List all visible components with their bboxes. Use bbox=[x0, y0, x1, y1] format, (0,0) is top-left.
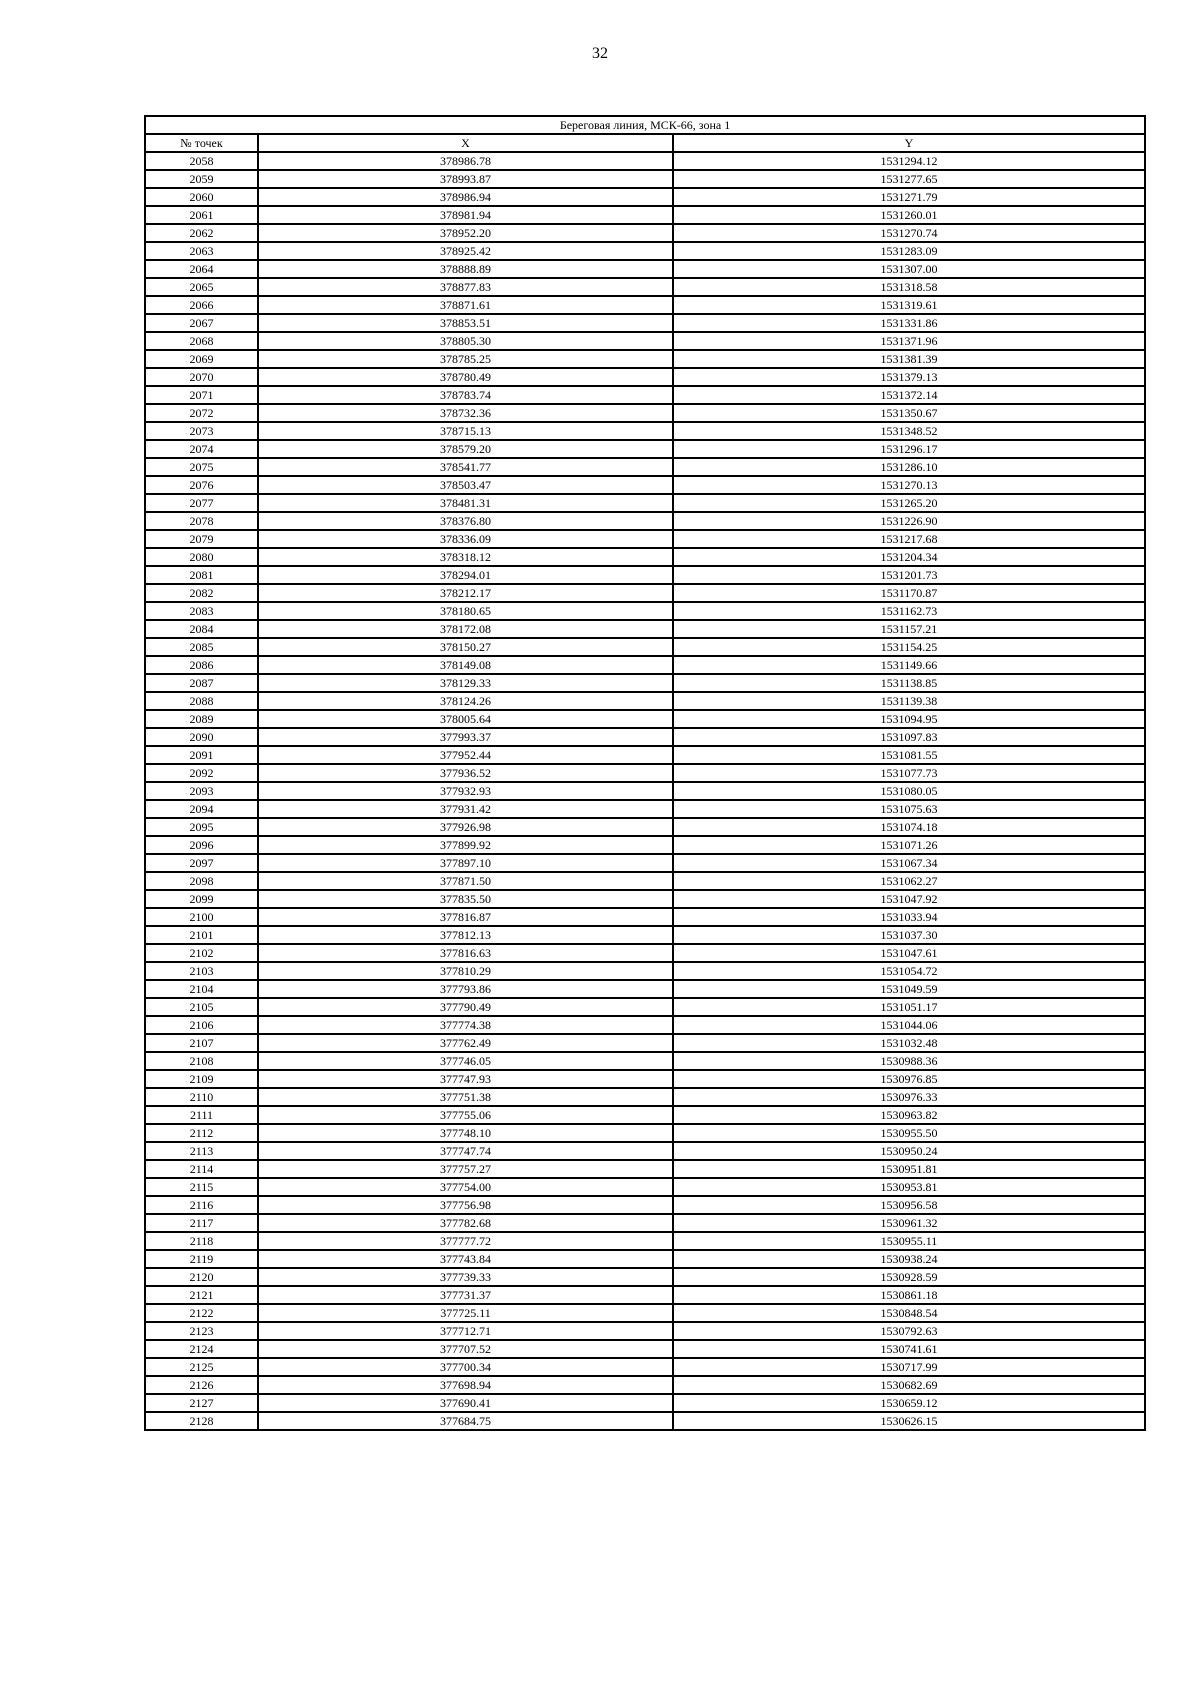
x-coordinate-cell: 378732.36 bbox=[258, 404, 673, 422]
table-row bbox=[145, 1124, 1145, 1142]
point-number-cell: 2108 bbox=[145, 1052, 258, 1070]
x-coordinate-cell: 377762.49 bbox=[258, 1034, 673, 1052]
x-coordinate-cell: 377746.05 bbox=[258, 1052, 673, 1070]
point-number-cell: 2126 bbox=[145, 1376, 258, 1394]
x-coordinate-cell: 377812.13 bbox=[258, 926, 673, 944]
table-row bbox=[145, 1412, 1145, 1430]
table-body bbox=[145, 152, 1145, 1430]
y-coordinate-cell: 1531294.12 bbox=[673, 152, 1145, 170]
x-coordinate-cell: 378212.17 bbox=[258, 584, 673, 602]
table-row bbox=[145, 1394, 1145, 1412]
table-row bbox=[145, 1160, 1145, 1178]
x-coordinate-cell: 378129.33 bbox=[258, 674, 673, 692]
table-row bbox=[145, 674, 1145, 692]
point-number-cell: 2067 bbox=[145, 314, 258, 332]
table-row bbox=[145, 584, 1145, 602]
table-row bbox=[145, 872, 1145, 890]
x-coordinate-cell: 378780.49 bbox=[258, 368, 673, 386]
table-row bbox=[145, 1214, 1145, 1232]
y-coordinate-cell: 1531033.94 bbox=[673, 908, 1145, 926]
x-coordinate-cell: 378336.09 bbox=[258, 530, 673, 548]
point-number-cell: 2099 bbox=[145, 890, 258, 908]
y-coordinate-cell: 1531047.61 bbox=[673, 944, 1145, 962]
x-coordinate-cell: 378805.30 bbox=[258, 332, 673, 350]
x-coordinate-cell: 377810.29 bbox=[258, 962, 673, 980]
y-coordinate-cell: 1531071.26 bbox=[673, 836, 1145, 854]
point-number-cell: 2087 bbox=[145, 674, 258, 692]
point-number-cell: 2097 bbox=[145, 854, 258, 872]
point-number-cell: 2068 bbox=[145, 332, 258, 350]
x-coordinate-cell: 377835.50 bbox=[258, 890, 673, 908]
point-number-cell: 2096 bbox=[145, 836, 258, 854]
table-row bbox=[145, 926, 1145, 944]
table-row bbox=[145, 476, 1145, 494]
y-coordinate-cell: 1531307.00 bbox=[673, 260, 1145, 278]
y-coordinate-cell: 1531162.73 bbox=[673, 602, 1145, 620]
y-coordinate-cell: 1530955.11 bbox=[673, 1232, 1145, 1250]
y-coordinate-cell: 1531217.68 bbox=[673, 530, 1145, 548]
table-row bbox=[145, 980, 1145, 998]
point-number-cell: 2079 bbox=[145, 530, 258, 548]
y-coordinate-cell: 1530938.24 bbox=[673, 1250, 1145, 1268]
x-coordinate-cell: 377756.98 bbox=[258, 1196, 673, 1214]
y-coordinate-cell: 1530956.58 bbox=[673, 1196, 1145, 1214]
y-coordinate-cell: 1530792.63 bbox=[673, 1322, 1145, 1340]
y-coordinate-cell: 1530717.99 bbox=[673, 1358, 1145, 1376]
point-number-cell: 2074 bbox=[145, 440, 258, 458]
x-coordinate-cell: 378925.42 bbox=[258, 242, 673, 260]
x-coordinate-cell: 378503.47 bbox=[258, 476, 673, 494]
x-coordinate-cell: 378149.08 bbox=[258, 656, 673, 674]
table-row bbox=[145, 728, 1145, 746]
table-row bbox=[145, 1322, 1145, 1340]
point-number-cell: 2082 bbox=[145, 584, 258, 602]
table-header-row bbox=[145, 134, 1145, 152]
y-coordinate-cell: 1531037.30 bbox=[673, 926, 1145, 944]
x-coordinate-cell: 378888.89 bbox=[258, 260, 673, 278]
table-row bbox=[145, 908, 1145, 926]
y-coordinate-cell: 1531138.85 bbox=[673, 674, 1145, 692]
table-row bbox=[145, 782, 1145, 800]
point-number-cell: 2080 bbox=[145, 548, 258, 566]
table-row bbox=[145, 944, 1145, 962]
y-coordinate-cell: 1530950.24 bbox=[673, 1142, 1145, 1160]
point-number-cell: 2123 bbox=[145, 1322, 258, 1340]
point-number-cell: 2101 bbox=[145, 926, 258, 944]
x-coordinate-cell: 377932.93 bbox=[258, 782, 673, 800]
table-row bbox=[145, 1358, 1145, 1376]
x-coordinate-cell: 377777.72 bbox=[258, 1232, 673, 1250]
point-number-cell: 2061 bbox=[145, 206, 258, 224]
x-coordinate-cell: 377747.74 bbox=[258, 1142, 673, 1160]
x-coordinate-cell: 377754.00 bbox=[258, 1178, 673, 1196]
point-number-cell: 2064 bbox=[145, 260, 258, 278]
x-coordinate-cell: 377816.63 bbox=[258, 944, 673, 962]
table-row bbox=[145, 1250, 1145, 1268]
x-coordinate-cell: 377743.84 bbox=[258, 1250, 673, 1268]
point-number-cell: 2104 bbox=[145, 980, 258, 998]
table-row bbox=[145, 386, 1145, 404]
table-row bbox=[145, 1268, 1145, 1286]
table-row bbox=[145, 602, 1145, 620]
point-number-cell: 2125 bbox=[145, 1358, 258, 1376]
point-number-cell: 2076 bbox=[145, 476, 258, 494]
y-coordinate-cell: 1531170.87 bbox=[673, 584, 1145, 602]
x-coordinate-cell: 377700.34 bbox=[258, 1358, 673, 1376]
y-coordinate-cell: 1531379.13 bbox=[673, 368, 1145, 386]
table-row bbox=[145, 818, 1145, 836]
column-header-point-number: № точек bbox=[145, 134, 258, 152]
point-number-cell: 2072 bbox=[145, 404, 258, 422]
point-number-cell: 2088 bbox=[145, 692, 258, 710]
table-row bbox=[145, 1286, 1145, 1304]
y-coordinate-cell: 1531319.61 bbox=[673, 296, 1145, 314]
y-coordinate-cell: 1531265.20 bbox=[673, 494, 1145, 512]
table-row bbox=[145, 440, 1145, 458]
y-coordinate-cell: 1531075.63 bbox=[673, 800, 1145, 818]
x-coordinate-cell: 378986.94 bbox=[258, 188, 673, 206]
point-number-cell: 2073 bbox=[145, 422, 258, 440]
y-coordinate-cell: 1530988.36 bbox=[673, 1052, 1145, 1070]
y-coordinate-cell: 1531149.66 bbox=[673, 656, 1145, 674]
table-row bbox=[145, 494, 1145, 512]
y-coordinate-cell: 1531286.10 bbox=[673, 458, 1145, 476]
point-number-cell: 2102 bbox=[145, 944, 258, 962]
x-coordinate-cell: 378871.61 bbox=[258, 296, 673, 314]
point-number-cell: 2060 bbox=[145, 188, 258, 206]
x-coordinate-cell: 377782.68 bbox=[258, 1214, 673, 1232]
point-number-cell: 2094 bbox=[145, 800, 258, 818]
table-row bbox=[145, 746, 1145, 764]
table-row bbox=[145, 530, 1145, 548]
x-coordinate-cell: 377684.75 bbox=[258, 1412, 673, 1430]
point-number-cell: 2103 bbox=[145, 962, 258, 980]
table-row bbox=[145, 1340, 1145, 1358]
y-coordinate-cell: 1531032.48 bbox=[673, 1034, 1145, 1052]
x-coordinate-cell: 377936.52 bbox=[258, 764, 673, 782]
x-coordinate-cell: 378172.08 bbox=[258, 620, 673, 638]
point-number-cell: 2065 bbox=[145, 278, 258, 296]
x-coordinate-cell: 378481.31 bbox=[258, 494, 673, 512]
table-row bbox=[145, 566, 1145, 584]
point-number-cell: 2085 bbox=[145, 638, 258, 656]
table-row bbox=[145, 278, 1145, 296]
table-row bbox=[145, 152, 1145, 170]
y-coordinate-cell: 1531074.18 bbox=[673, 818, 1145, 836]
point-number-cell: 2077 bbox=[145, 494, 258, 512]
x-coordinate-cell: 378993.87 bbox=[258, 170, 673, 188]
y-coordinate-cell: 1530682.69 bbox=[673, 1376, 1145, 1394]
y-coordinate-cell: 1530928.59 bbox=[673, 1268, 1145, 1286]
point-number-cell: 2109 bbox=[145, 1070, 258, 1088]
y-coordinate-cell: 1531201.73 bbox=[673, 566, 1145, 584]
y-coordinate-cell: 1531296.17 bbox=[673, 440, 1145, 458]
table-row bbox=[145, 638, 1145, 656]
x-coordinate-cell: 378785.25 bbox=[258, 350, 673, 368]
point-number-cell: 2105 bbox=[145, 998, 258, 1016]
x-coordinate-cell: 377757.27 bbox=[258, 1160, 673, 1178]
point-number-cell: 2090 bbox=[145, 728, 258, 746]
table-row bbox=[145, 458, 1145, 476]
point-number-cell: 2113 bbox=[145, 1142, 258, 1160]
x-coordinate-cell: 377725.11 bbox=[258, 1304, 673, 1322]
point-number-cell: 2114 bbox=[145, 1160, 258, 1178]
point-number-cell: 2115 bbox=[145, 1178, 258, 1196]
x-coordinate-cell: 378981.94 bbox=[258, 206, 673, 224]
point-number-cell: 2062 bbox=[145, 224, 258, 242]
y-coordinate-cell: 1531204.34 bbox=[673, 548, 1145, 566]
point-number-cell: 2075 bbox=[145, 458, 258, 476]
point-number-cell: 2128 bbox=[145, 1412, 258, 1430]
point-number-cell: 2119 bbox=[145, 1250, 258, 1268]
x-coordinate-cell: 377739.33 bbox=[258, 1268, 673, 1286]
y-coordinate-cell: 1531372.14 bbox=[673, 386, 1145, 404]
x-coordinate-cell: 377774.38 bbox=[258, 1016, 673, 1034]
x-coordinate-cell: 377926.98 bbox=[258, 818, 673, 836]
column-header-x: X bbox=[258, 134, 673, 152]
table-row bbox=[145, 170, 1145, 188]
table-row bbox=[145, 242, 1145, 260]
y-coordinate-cell: 1531157.21 bbox=[673, 620, 1145, 638]
x-coordinate-cell: 377731.37 bbox=[258, 1286, 673, 1304]
point-number-cell: 2112 bbox=[145, 1124, 258, 1142]
table-row bbox=[145, 692, 1145, 710]
x-coordinate-cell: 378005.64 bbox=[258, 710, 673, 728]
x-coordinate-cell: 377698.94 bbox=[258, 1376, 673, 1394]
y-coordinate-cell: 1531270.74 bbox=[673, 224, 1145, 242]
table-row bbox=[145, 764, 1145, 782]
y-coordinate-cell: 1530951.81 bbox=[673, 1160, 1145, 1178]
table-title-row bbox=[145, 116, 1145, 134]
table-row bbox=[145, 1304, 1145, 1322]
y-coordinate-cell: 1531051.17 bbox=[673, 998, 1145, 1016]
x-coordinate-cell: 378180.65 bbox=[258, 602, 673, 620]
y-coordinate-cell: 1530626.15 bbox=[673, 1412, 1145, 1430]
point-number-cell: 2078 bbox=[145, 512, 258, 530]
point-number-cell: 2069 bbox=[145, 350, 258, 368]
y-coordinate-cell: 1530963.82 bbox=[673, 1106, 1145, 1124]
y-coordinate-cell: 1531260.01 bbox=[673, 206, 1145, 224]
y-coordinate-cell: 1531318.58 bbox=[673, 278, 1145, 296]
x-coordinate-cell: 377712.71 bbox=[258, 1322, 673, 1340]
x-coordinate-cell: 377748.10 bbox=[258, 1124, 673, 1142]
x-coordinate-cell: 378986.78 bbox=[258, 152, 673, 170]
y-coordinate-cell: 1531348.52 bbox=[673, 422, 1145, 440]
x-coordinate-cell: 377707.52 bbox=[258, 1340, 673, 1358]
y-coordinate-cell: 1531044.06 bbox=[673, 1016, 1145, 1034]
point-number-cell: 2124 bbox=[145, 1340, 258, 1358]
table-row bbox=[145, 332, 1145, 350]
table-row bbox=[145, 1034, 1145, 1052]
table-title: Береговая линия, МСК-66, зона 1 bbox=[145, 116, 1145, 134]
table-row bbox=[145, 1052, 1145, 1070]
table-row bbox=[145, 512, 1145, 530]
table-row bbox=[145, 350, 1145, 368]
table-row bbox=[145, 656, 1145, 674]
table-row bbox=[145, 548, 1145, 566]
point-number-cell: 2063 bbox=[145, 242, 258, 260]
table-row bbox=[145, 1196, 1145, 1214]
table-row bbox=[145, 206, 1145, 224]
table-row bbox=[145, 800, 1145, 818]
y-coordinate-cell: 1531097.83 bbox=[673, 728, 1145, 746]
y-coordinate-cell: 1531081.55 bbox=[673, 746, 1145, 764]
y-coordinate-cell: 1530976.85 bbox=[673, 1070, 1145, 1088]
x-coordinate-cell: 378124.26 bbox=[258, 692, 673, 710]
point-number-cell: 2093 bbox=[145, 782, 258, 800]
table-row bbox=[145, 296, 1145, 314]
x-coordinate-cell: 377793.86 bbox=[258, 980, 673, 998]
column-header-y: Y bbox=[673, 134, 1145, 152]
y-coordinate-cell: 1530955.50 bbox=[673, 1124, 1145, 1142]
page-number: 32 bbox=[592, 45, 608, 62]
x-coordinate-cell: 377952.44 bbox=[258, 746, 673, 764]
table-row bbox=[145, 854, 1145, 872]
x-coordinate-cell: 377931.42 bbox=[258, 800, 673, 818]
x-coordinate-cell: 378541.77 bbox=[258, 458, 673, 476]
table-row bbox=[145, 710, 1145, 728]
x-coordinate-cell: 377747.93 bbox=[258, 1070, 673, 1088]
y-coordinate-cell: 1531049.59 bbox=[673, 980, 1145, 998]
table-row bbox=[145, 1142, 1145, 1160]
y-coordinate-cell: 1530976.33 bbox=[673, 1088, 1145, 1106]
x-coordinate-cell: 378318.12 bbox=[258, 548, 673, 566]
x-coordinate-cell: 378150.27 bbox=[258, 638, 673, 656]
point-number-cell: 2121 bbox=[145, 1286, 258, 1304]
table-row bbox=[145, 1070, 1145, 1088]
x-coordinate-cell: 377871.50 bbox=[258, 872, 673, 890]
x-coordinate-cell: 378853.51 bbox=[258, 314, 673, 332]
table-row bbox=[145, 188, 1145, 206]
x-coordinate-cell: 377690.41 bbox=[258, 1394, 673, 1412]
y-coordinate-cell: 1531277.65 bbox=[673, 170, 1145, 188]
x-coordinate-cell: 377899.92 bbox=[258, 836, 673, 854]
x-coordinate-cell: 378715.13 bbox=[258, 422, 673, 440]
x-coordinate-cell: 377790.49 bbox=[258, 998, 673, 1016]
y-coordinate-cell: 1530741.61 bbox=[673, 1340, 1145, 1358]
y-coordinate-cell: 1531154.25 bbox=[673, 638, 1145, 656]
point-number-cell: 2066 bbox=[145, 296, 258, 314]
y-coordinate-cell: 1531350.67 bbox=[673, 404, 1145, 422]
y-coordinate-cell: 1531054.72 bbox=[673, 962, 1145, 980]
y-coordinate-cell: 1530848.54 bbox=[673, 1304, 1145, 1322]
point-number-cell: 2100 bbox=[145, 908, 258, 926]
x-coordinate-cell: 377755.06 bbox=[258, 1106, 673, 1124]
point-number-cell: 2083 bbox=[145, 602, 258, 620]
x-coordinate-cell: 377993.37 bbox=[258, 728, 673, 746]
point-number-cell: 2107 bbox=[145, 1034, 258, 1052]
point-number-cell: 2091 bbox=[145, 746, 258, 764]
y-coordinate-cell: 1531080.05 bbox=[673, 782, 1145, 800]
y-coordinate-cell: 1531094.95 bbox=[673, 710, 1145, 728]
table-row bbox=[145, 1376, 1145, 1394]
point-number-cell: 2120 bbox=[145, 1268, 258, 1286]
y-coordinate-cell: 1531139.38 bbox=[673, 692, 1145, 710]
point-number-cell: 2122 bbox=[145, 1304, 258, 1322]
y-coordinate-cell: 1531270.13 bbox=[673, 476, 1145, 494]
table-row bbox=[145, 404, 1145, 422]
x-coordinate-cell: 378952.20 bbox=[258, 224, 673, 242]
x-coordinate-cell: 378376.80 bbox=[258, 512, 673, 530]
table-row bbox=[145, 962, 1145, 980]
point-number-cell: 2071 bbox=[145, 386, 258, 404]
table-row bbox=[145, 422, 1145, 440]
y-coordinate-cell: 1530953.81 bbox=[673, 1178, 1145, 1196]
y-coordinate-cell: 1530861.18 bbox=[673, 1286, 1145, 1304]
table-row bbox=[145, 836, 1145, 854]
table-row bbox=[145, 224, 1145, 242]
coordinates-table bbox=[144, 115, 1146, 1431]
y-coordinate-cell: 1531062.27 bbox=[673, 872, 1145, 890]
x-coordinate-cell: 377751.38 bbox=[258, 1088, 673, 1106]
point-number-cell: 2092 bbox=[145, 764, 258, 782]
table-row bbox=[145, 1106, 1145, 1124]
x-coordinate-cell: 377816.87 bbox=[258, 908, 673, 926]
point-number-cell: 2098 bbox=[145, 872, 258, 890]
point-number-cell: 2116 bbox=[145, 1196, 258, 1214]
x-coordinate-cell: 378294.01 bbox=[258, 566, 673, 584]
table-row bbox=[145, 1232, 1145, 1250]
y-coordinate-cell: 1530961.32 bbox=[673, 1214, 1145, 1232]
point-number-cell: 2070 bbox=[145, 368, 258, 386]
y-coordinate-cell: 1531283.09 bbox=[673, 242, 1145, 260]
point-number-cell: 2117 bbox=[145, 1214, 258, 1232]
point-number-cell: 2058 bbox=[145, 152, 258, 170]
table-row bbox=[145, 314, 1145, 332]
table-row bbox=[145, 1016, 1145, 1034]
point-number-cell: 2118 bbox=[145, 1232, 258, 1250]
point-number-cell: 2084 bbox=[145, 620, 258, 638]
point-number-cell: 2111 bbox=[145, 1106, 258, 1124]
y-coordinate-cell: 1531047.92 bbox=[673, 890, 1145, 908]
table-row bbox=[145, 260, 1145, 278]
y-coordinate-cell: 1531226.90 bbox=[673, 512, 1145, 530]
table-row bbox=[145, 1088, 1145, 1106]
table-row bbox=[145, 1178, 1145, 1196]
x-coordinate-cell: 378579.20 bbox=[258, 440, 673, 458]
point-number-cell: 2110 bbox=[145, 1088, 258, 1106]
point-number-cell: 2095 bbox=[145, 818, 258, 836]
y-coordinate-cell: 1530659.12 bbox=[673, 1394, 1145, 1412]
table-row bbox=[145, 368, 1145, 386]
y-coordinate-cell: 1531381.39 bbox=[673, 350, 1145, 368]
point-number-cell: 2086 bbox=[145, 656, 258, 674]
y-coordinate-cell: 1531331.86 bbox=[673, 314, 1145, 332]
y-coordinate-cell: 1531077.73 bbox=[673, 764, 1145, 782]
table-row bbox=[145, 890, 1145, 908]
table-row bbox=[145, 620, 1145, 638]
point-number-cell: 2059 bbox=[145, 170, 258, 188]
point-number-cell: 2089 bbox=[145, 710, 258, 728]
y-coordinate-cell: 1531067.34 bbox=[673, 854, 1145, 872]
x-coordinate-cell: 378783.74 bbox=[258, 386, 673, 404]
x-coordinate-cell: 377897.10 bbox=[258, 854, 673, 872]
point-number-cell: 2081 bbox=[145, 566, 258, 584]
y-coordinate-cell: 1531371.96 bbox=[673, 332, 1145, 350]
y-coordinate-cell: 1531271.79 bbox=[673, 188, 1145, 206]
point-number-cell: 2106 bbox=[145, 1016, 258, 1034]
table-row bbox=[145, 998, 1145, 1016]
point-number-cell: 2127 bbox=[145, 1394, 258, 1412]
x-coordinate-cell: 378877.83 bbox=[258, 278, 673, 296]
